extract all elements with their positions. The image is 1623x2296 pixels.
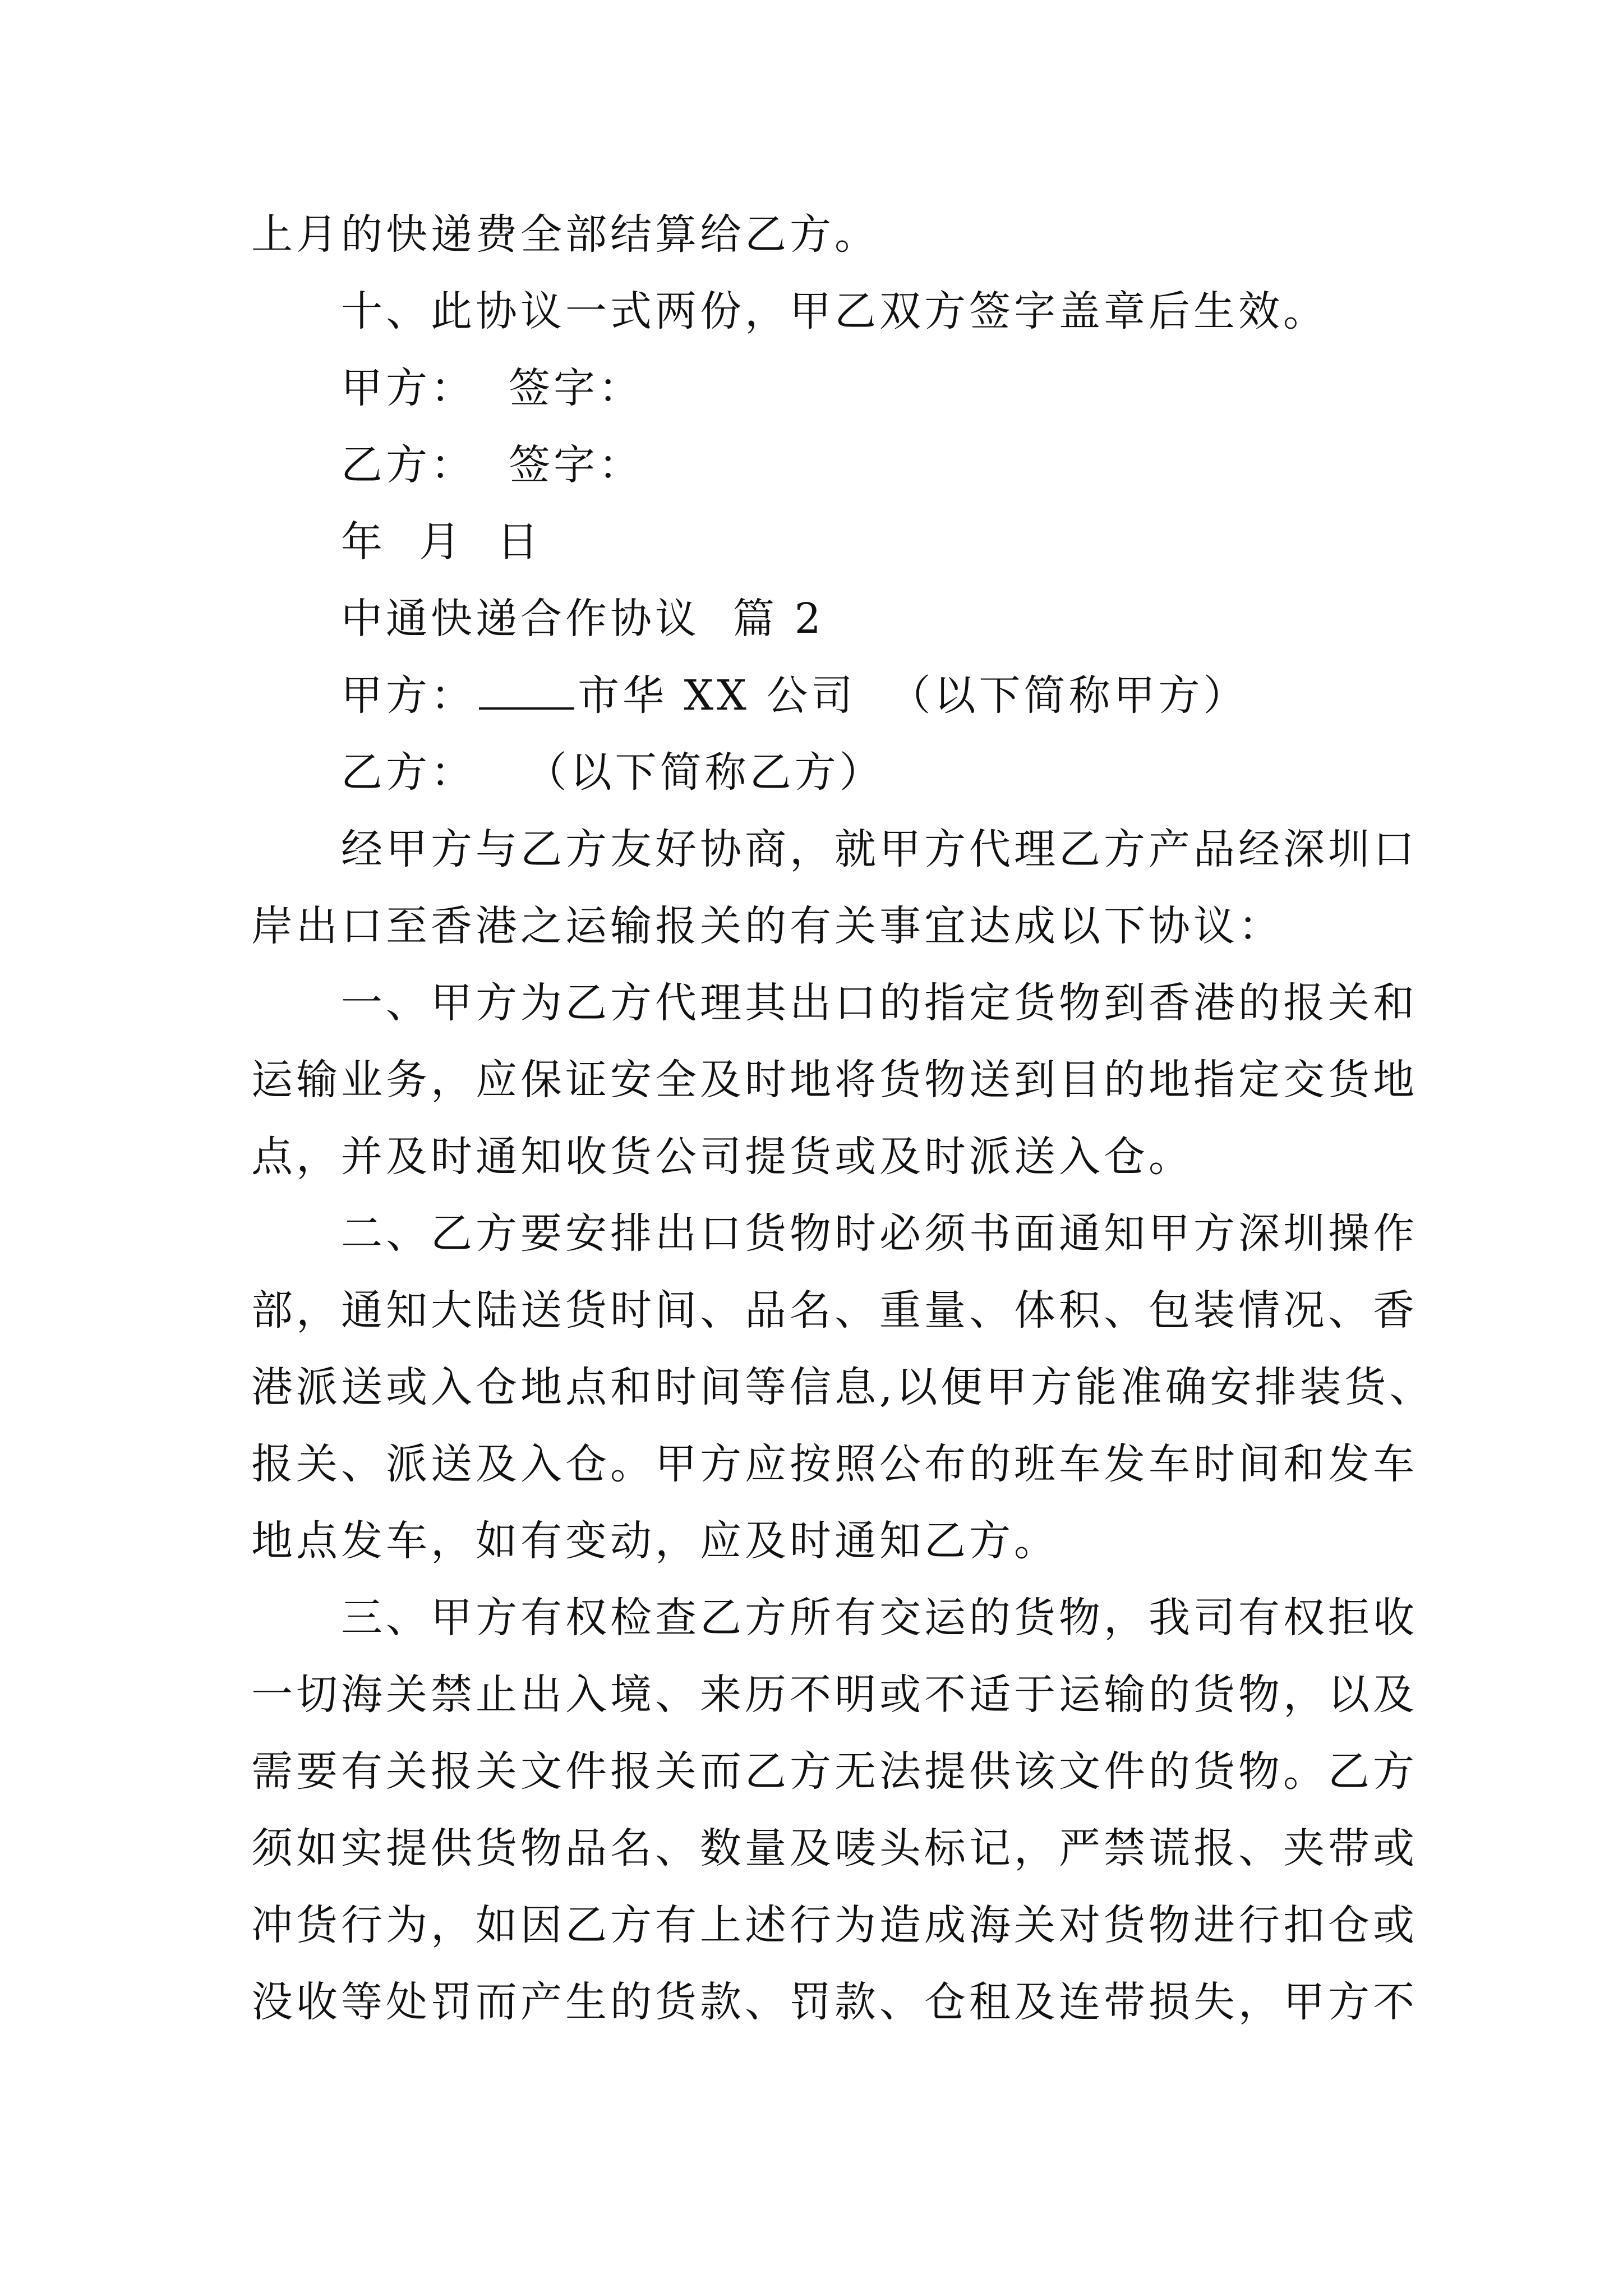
- text-line: 部，通知大陆送货时间、品名、重量、体积、包装情况、香: [251, 1286, 1418, 1335]
- text-line: 点，并及时通知收货公司提货或及时派送入仓。: [251, 1133, 1193, 1181]
- party-b-line: 乙方： （以下简称乙方）: [341, 748, 884, 797]
- text-line: 岸出口至香港之运输报关的有关事宜达成以下协议：: [251, 902, 1283, 950]
- text-line: 须如实提供货物品名、数量及唛头标记，严禁谎报、夹带或: [251, 1824, 1418, 1872]
- party-a-label: 甲方：: [341, 671, 476, 720]
- text-line: 需要有关报关文件报关而乙方无法提供该文件的货物。乙方: [251, 1747, 1418, 1796]
- date-line: 年 月 日: [341, 518, 542, 566]
- signature-line-party-b: 乙方： 签字：: [341, 441, 644, 489]
- text-line: 一、甲方为乙方代理其出口的指定货物到香港的报关和: [341, 979, 1418, 1027]
- text-line: 没收等处罚而产生的货款、罚款、仓租及连带损失，甲方不: [251, 1978, 1418, 2026]
- signature-line-party-a: 甲方： 签字：: [341, 364, 644, 412]
- text-line: 一切海关禁止出入境、来历不明或不适于运输的货物，以及: [251, 1671, 1418, 1719]
- blank-underline: [479, 673, 574, 710]
- text-line: 运输业务，应保证安全及时地将货物送到目的地指定交货地: [251, 1056, 1418, 1104]
- text-line: 十、此协议一式两份，甲乙双方签字盖章后生效。: [341, 287, 1328, 335]
- text-line: 二、乙方要安排出口货物时必须书面通知甲方深圳操作: [341, 1209, 1418, 1258]
- section-heading: 中通快递合作协议 篇 2: [341, 595, 824, 643]
- document-body: [251, 196, 1435, 2041]
- text-line: 冲货行为，如因乙方有上述行为造成海关对货物进行扣仓或: [251, 1901, 1418, 1949]
- text-line: 地点发车，如有变动，应及时通知乙方。: [251, 1517, 1059, 1565]
- text-line: 上月的快递费全部结算给乙方。: [251, 210, 879, 259]
- text-line: 三、甲方有权检查乙方所有交运的货物，我司有权拒收: [341, 1594, 1418, 1642]
- text-line: 经甲方与乙方友好协商，就甲方代理乙方产品经深圳口: [341, 825, 1418, 873]
- text-line: 报关、派送及入仓。甲方应按照公布的班车发车时间和发车: [251, 1440, 1418, 1488]
- party-a-line: [251, 657, 1391, 734]
- party-a-name: 市华 XX 公司 （以下简称甲方）: [578, 671, 1248, 720]
- text-line: 港派送或入仓地点和时间等信息,以便甲方能准确安排装货、: [251, 1363, 1435, 1411]
